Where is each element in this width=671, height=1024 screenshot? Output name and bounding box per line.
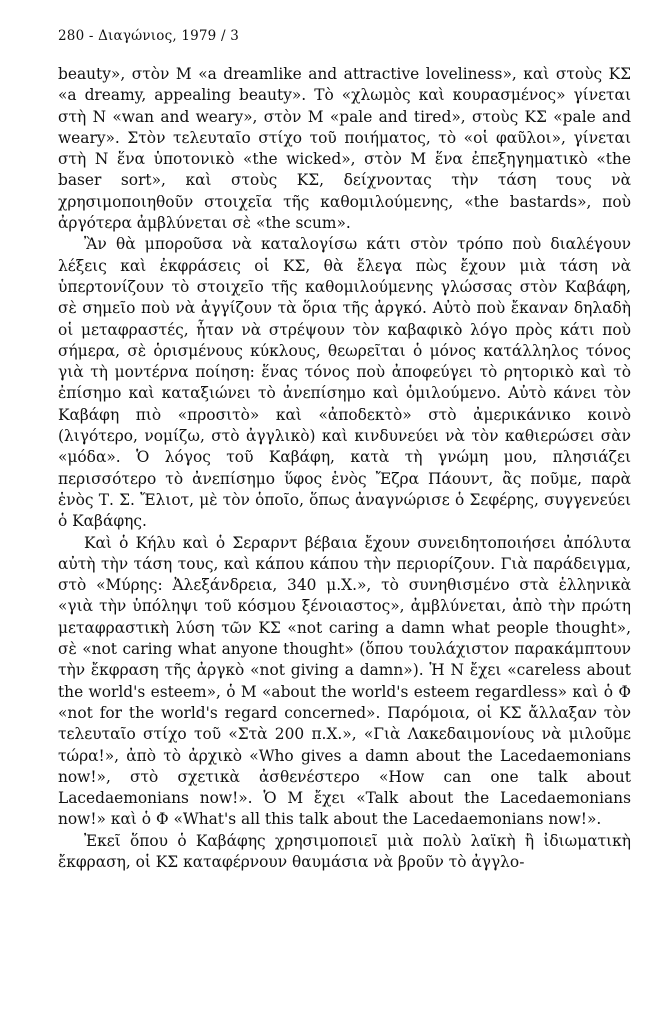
paragraph: Ἐκεῖ ὅπου ὁ Καβάφης χρησιμοποιεῖ μιὰ πολὺ λαϊκὴ ἢ ἰδιωματικὴ ἔκφραση, οἱ ΚΣ καταφέρνουν θαυμάσια νὰ βροῦν τὸ ἀγγλο-	[58, 831, 631, 871]
running-head: 280 - Διαγώνιος, 1979 / 3	[58, 28, 239, 44]
body-text	[58, 64, 631, 873]
paragraph: Ἂν θὰ μποροῦσα νὰ καταλογίσω κάτι στὸν τρόπο ποὺ διαλέγουν λέξεις καὶ ἐκφράσεις οἱ ΚΣ, θὰ ἔλεγα πὼς ἔχουν μιὰ τάση νὰ ὑπερτονίζουν τὸ στοιχεῖο τῆς καθομιλούμενης γλώσσας στὸν Καβάφη, σὲ σημεῖο ποὺ νὰ ἀγγίζουν τὰ ὅρια τῆς ἀργκό. Αὐτὸ ποὺ ἔκαναν δηλαδὴ οἱ μεταφραστές, ἦταν νὰ στρέψουν τὸν καβαφικὸ λόγο πρὸς κάτι ποὺ σήμερα, σὲ ὁρισμένους κύκλους, θεωρεῖται ὁ μόνος κατάλληλος τόνος γιὰ τὴ μοντέρνα ποίηση: ἕνας τόνος ποὺ ἀποφεύγει τὸ ρητορικὸ καὶ τὸ ἐπίσημο καὶ καταξιώνει τὸ ἀνεπίσημο καὶ ὁμιλούμενο. Αὐτὸ κάνει τὸν Καβάφη πιὸ «προσιτὸ» καὶ «ἀποδεκτὸ» στὸ ἀμερικάνικο κοινὸ (λιγότερο, νομίζω, στὸ ἀγγλικὸ) καὶ κινδυνεύει νὰ τὸν καθιερώσει σὰν «μόδα». Ὁ λόγος τοῦ Καβάφη, κατὰ τὴ γνώμη μου, πλησιάζει περισσότερο τὸ ἀνεπίσημο ὕφος ἑνὸς Ἔζρα Πάουντ, ἂς ποῦμε, παρὰ ἑνὸς Τ. Σ. Ἔλιοτ, μὲ τὸν ὁποῖο, ὅπως ἀναγνώρισε ὁ Σεφέρης, συγγενεύει ὁ Καβάφης.	[58, 235, 631, 531]
paragraph: Καὶ ὁ Κήλυ καὶ ὁ Σεραρντ βέβαια ἔχουν συνειδητοποιήσει ἀπόλυτα αὐτὴ τὴν τάση τους, καὶ κάπου κάπου τὴν περιορίζουν. Γιὰ παράδειγμα, στὸ «Μύρης: Ἀλεξάνδρεια, 340 μ.Χ.», τὸ συνηθισμένο στὰ ἑλληνικὰ «γιὰ τὴν ὑπόληψι τοῦ κόσμου ξένοιαστος», ἀμβλύνεται, ἀπὸ τὴν πρώτη μεταφραστικὴ λύση τῶν ΚΣ «not caring a damn what people thought», σὲ «not caring what anyone thought» (ὅπου τουλάχιστον παρακάμπτουν τὴν ἔκφραση τῆς ἀργκὸ «not giving a damn»). Ἡ Ν ἔχει «careless about the world's esteem», ὁ Μ «about the world's esteem regardless» καὶ ὁ Φ «not for the world's regard concerned». Παρόμοια, οἱ ΚΣ ἄλλαξαν τὸν τελευταῖο στίχο τοῦ «Στὰ 200 π.Χ.», «Γιὰ Λακεδαιμονίους νὰ μιλοῦμε τώρα!», ἀπὸ τὸ ἀρχικὸ «Who gives a damn about the Lacedaemonians now!», στὸ σχετικὰ ἀσθενέστερο «How can one talk about Lacedaemonians now!». Ὁ Μ ἔχει «Talk about the Lacedaemonians now!» καὶ ὁ Φ «What's all this talk about the Lacedaemonians now!».	[58, 533, 631, 829]
paragraph: beauty», στὸν Μ «a dreamlike and attractive loveliness», καὶ στοὺς ΚΣ «a dreamy, appealing beauty». Τὸ «χλωμὸς καὶ κουρασμένος» γίνεται στὴ Ν «wan and weary», στὸν Μ «pale and tired», στοὺς ΚΣ «pale and weary». Στὸν τελευταῖο στίχο τοῦ ποιήματος, τὸ «οἱ φαῦλοι», γίνεται στὴ Ν ἕνα ὑποτονικὸ «the wicked», στὸν Μ ἕνα ἐπεξηγηματικὸ «the baser sort», καὶ στοὺς ΚΣ, δείχνοντας τὴν τάση τους νὰ χρησιμοποιηθοῦν στοιχεῖα τῆς καθομιλούμενης, «the bastards», ποὺ ἀργότερα ἀμβλύνεται σὲ «the scum».	[58, 65, 631, 233]
